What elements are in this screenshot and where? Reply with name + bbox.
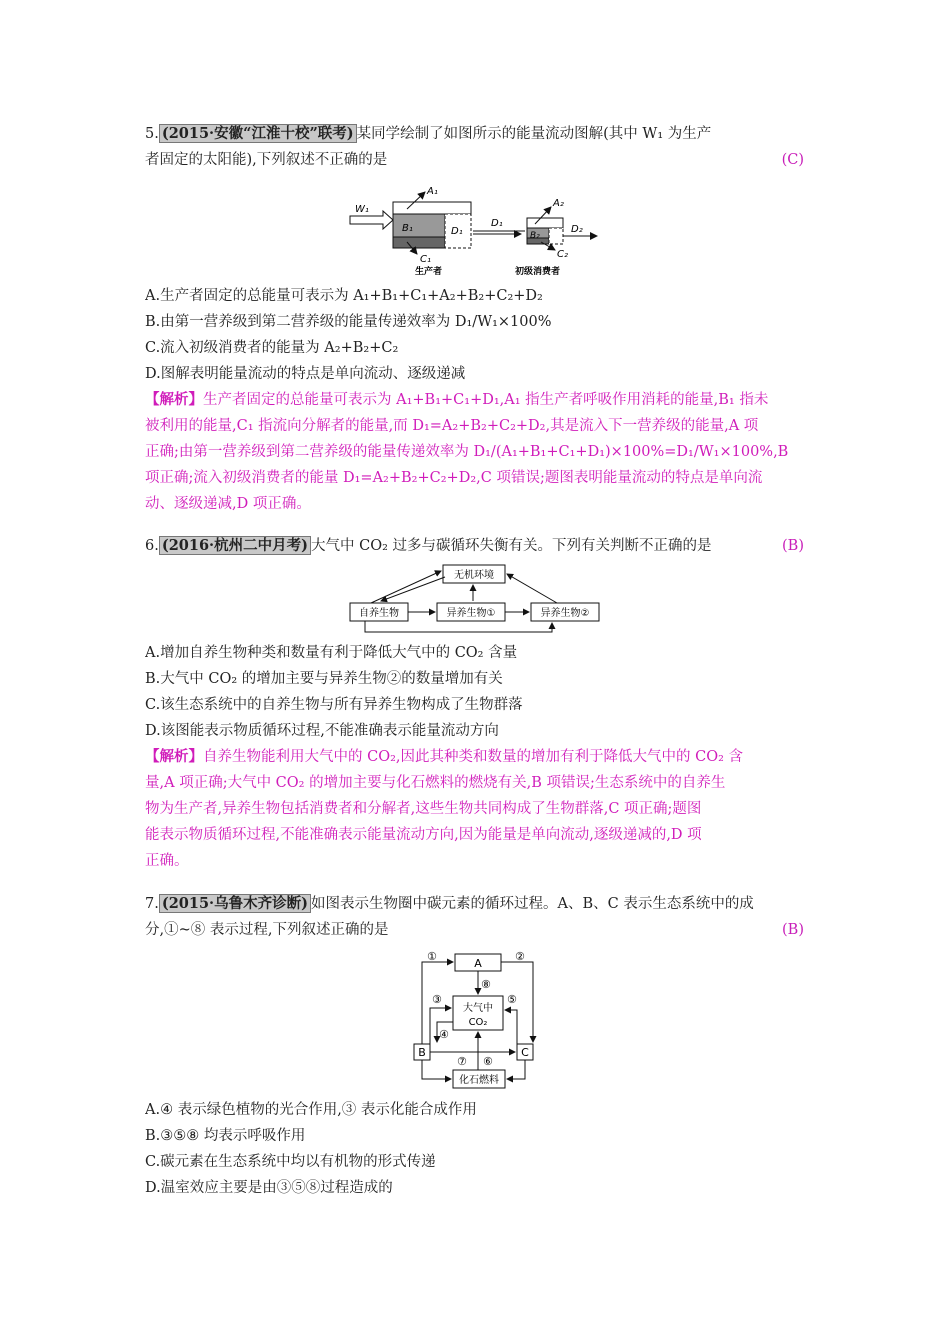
- question-6: [145, 533, 810, 559]
- label-process-7: ⑦: [457, 1055, 467, 1068]
- q5-stem-line-1: [145, 121, 810, 147]
- label-w1: W₁: [355, 204, 369, 215]
- q7-option-c: C.碳元素在生态系统中均以有机物的形式传递: [145, 1154, 436, 1170]
- label-node-c: C: [521, 1046, 529, 1059]
- q6-option-b: B.大气中 CO₂ 的增加主要与异养生物②的数量增加有关: [145, 671, 503, 687]
- q6-analysis-tag: 【解析】: [145, 748, 203, 765]
- q5-answer: (C): [781, 152, 804, 168]
- label-d1-arrow: D₁: [491, 218, 503, 229]
- question-5: [145, 121, 810, 173]
- q7-stem-line-2: [145, 917, 810, 943]
- q7-option-a: A.④ 表示绿色植物的光合作用,③ 表示化能合成作用: [145, 1102, 477, 1118]
- q7-options: [145, 1097, 810, 1201]
- q6-number: 6.: [145, 538, 159, 554]
- q6-stem-line-1: [145, 533, 810, 559]
- q7-stem-2: 分,①~⑧ 表示过程,下列叙述正确的是: [145, 922, 389, 938]
- label-producer: 生产者: [415, 267, 443, 277]
- q6-option-d: D.该图能表示物质循环过程,不能准确表示能量流动方向: [145, 723, 499, 739]
- q5-option-a: A.生产者固定的总能量可表示为 A₁+B₁+C₁+A₂+B₂+C₂+D₂: [145, 288, 543, 304]
- q6-source-tag: (2016·杭州二中月考): [159, 536, 311, 555]
- label-c1: C₁: [420, 254, 431, 265]
- question-7: [145, 891, 810, 943]
- label-a2: A₂: [553, 198, 564, 209]
- q5-stem-1: 某同学绘制了如图所示的能量流动图解(其中 W₁ 为生产: [356, 126, 712, 142]
- q5-option-d: D.图解表明能量流动的特点是单向流动、逐级递减: [145, 366, 466, 382]
- q6-analysis-line-2: 量,A 项正确;大气中 CO₂ 的增加主要与化石燃料的燃烧有关,B 项错误;生态系统中的自养生: [145, 775, 726, 791]
- q7-stem-1: 如图表示生物圈中碳元素的循环过程。A、B、C 表示生态系统中的成: [310, 896, 754, 912]
- label-process-6: ⑥: [483, 1055, 493, 1068]
- q6-analysis-line-4: 能表示物质循环过程,不能准确表示能量流动方向,因为能量是单向流动,逐级递减的,D 项: [145, 827, 702, 843]
- q5-analysis-line-5: 动、逐级递减,D 项正确。: [145, 496, 311, 512]
- q6-answer: (B): [782, 538, 804, 554]
- q6-analysis-text-1: 自养生物能利用大气中的 CO₂,因此其种类和数量的增加有利于降低大气中的 CO₂ 含: [203, 749, 744, 765]
- q5-option-b: B.由第一营养级到第二营养级的能量传递效率为 D₁/W₁×100%: [145, 314, 552, 330]
- q7-option-b: B.③⑤⑧ 均表示呼吸作用: [145, 1128, 306, 1144]
- arrow-5-c-to-co2: [505, 1010, 517, 1048]
- q5-analysis-line-1: [145, 387, 810, 413]
- q5-analysis-line-3: 正确;由第一营养级到第二营养级的能量传递效率为 D₁/(A₁+B₁+C₁+D₁)×100%=D₁/W₁×100%,B: [145, 444, 789, 460]
- q5-stem-line-2: [145, 147, 810, 173]
- label-process-3: ③: [432, 993, 442, 1006]
- q7-number: 7.: [145, 896, 159, 912]
- label-node-a: A: [474, 957, 482, 970]
- q5-analysis-tag: 【解析】: [145, 391, 203, 408]
- q5-number: 5.: [145, 126, 159, 142]
- q7-carbon-cycle-diagram: [405, 948, 545, 1094]
- label-process-4: ④: [439, 1028, 449, 1041]
- label-process-8: ⑧: [481, 978, 491, 991]
- arrow-auto-to-hetero2: [365, 621, 552, 632]
- q5-analysis-line-2: 被利用的能量,C₁ 指流向分解者的能量,而 D₁=A₂+B₂+C₂+D₂,其是流入下一营养级的能量,A 项: [145, 418, 759, 434]
- label-fossil-fuel: 化石燃料: [459, 1075, 499, 1086]
- q5-energy-flow-diagram: [345, 182, 615, 278]
- consumer-a2-bar: [527, 218, 563, 228]
- label-process-5: ⑤: [507, 993, 517, 1006]
- q6-carbon-cycle-diagram: [345, 562, 610, 637]
- q5-analysis-text-1: 生产者固定的总能量可表示为 A₁+B₁+C₁+D₁,A₁ 指生产者呼吸作用消耗的能量,B₁ 指未: [203, 392, 769, 408]
- q7-answer: (B): [782, 922, 804, 938]
- label-d2: D₂: [571, 224, 583, 235]
- label-c2: C₂: [557, 249, 568, 260]
- label-co2-line-2: CO₂: [468, 1017, 488, 1028]
- q7-source-tag: (2015·乌鲁木齐诊断): [159, 894, 311, 913]
- label-process-1: ①: [427, 950, 437, 963]
- q6-analysis-line-1: [145, 744, 810, 770]
- label-autotroph: 自养生物: [359, 608, 399, 619]
- q5-stem-2: 者固定的太阳能),下列叙述不正确的是: [145, 152, 388, 168]
- consumer-d2-block: [549, 228, 563, 244]
- label-heterotroph-2: 异养生物②: [540, 608, 590, 619]
- q5-option-c: C.流入初级消费者的能量为 A₂+B₂+C₂: [145, 340, 399, 356]
- arrow-auto-to-inorganic: [371, 571, 441, 603]
- q7-stem-line-1: [145, 891, 810, 917]
- producer-a1-bar: [393, 202, 471, 214]
- label-primary-consumer: 初级消费者: [515, 267, 561, 277]
- arrow-7-b-to-fossil: [422, 1060, 451, 1079]
- label-a1: A₁: [427, 186, 438, 197]
- arrow-c-to-fossil: [507, 1060, 525, 1079]
- producer-c1-block: [393, 237, 445, 248]
- label-d1-in: D₁: [451, 226, 463, 237]
- q5-analysis-line-4: 项正确;流入初级消费者的能量 D₁=A₂+B₂+C₂+D₂,C 项错误;题图表明能量流动的特点是单向流: [145, 470, 763, 486]
- q6-stem-1: 大气中 CO₂ 过多与碳循环失衡有关。下列有关判断不正确的是: [310, 538, 712, 554]
- label-process-2: ②: [515, 950, 525, 963]
- arrow-hetero2-to-inorganic: [507, 574, 557, 603]
- q6-analysis-line-5: 正确。: [145, 853, 189, 869]
- arrow-inorganic-to-auto: [381, 577, 445, 601]
- q6-option-c: C.该生态系统中的自养生物与所有异养生物构成了生物群落: [145, 697, 523, 713]
- label-heterotroph-1: 异养生物①: [446, 608, 496, 619]
- label-b1: B₁: [402, 223, 413, 234]
- q6-options: [145, 640, 810, 874]
- label-node-b: B: [418, 1046, 426, 1059]
- q6-option-a: A.增加自养生物种类和数量有利于降低大气中的 CO₂ 含量: [145, 645, 518, 661]
- q7-option-d: D.温室效应主要是由③⑤⑧过程造成的: [145, 1180, 393, 1196]
- q5-options: [145, 283, 810, 517]
- q5-source-tag: (2015·安徽“江淮十校”联考): [159, 124, 357, 143]
- label-co2-line-1: 大气中: [463, 1003, 493, 1014]
- label-inorganic-environment: 无机环境: [454, 570, 494, 581]
- label-b2: B₂: [530, 231, 540, 241]
- q6-analysis-line-3: 物为生产者,异养生物包括消费者和分解者,这些生物共同构成了生物群落,C 项正确;题图: [145, 801, 702, 817]
